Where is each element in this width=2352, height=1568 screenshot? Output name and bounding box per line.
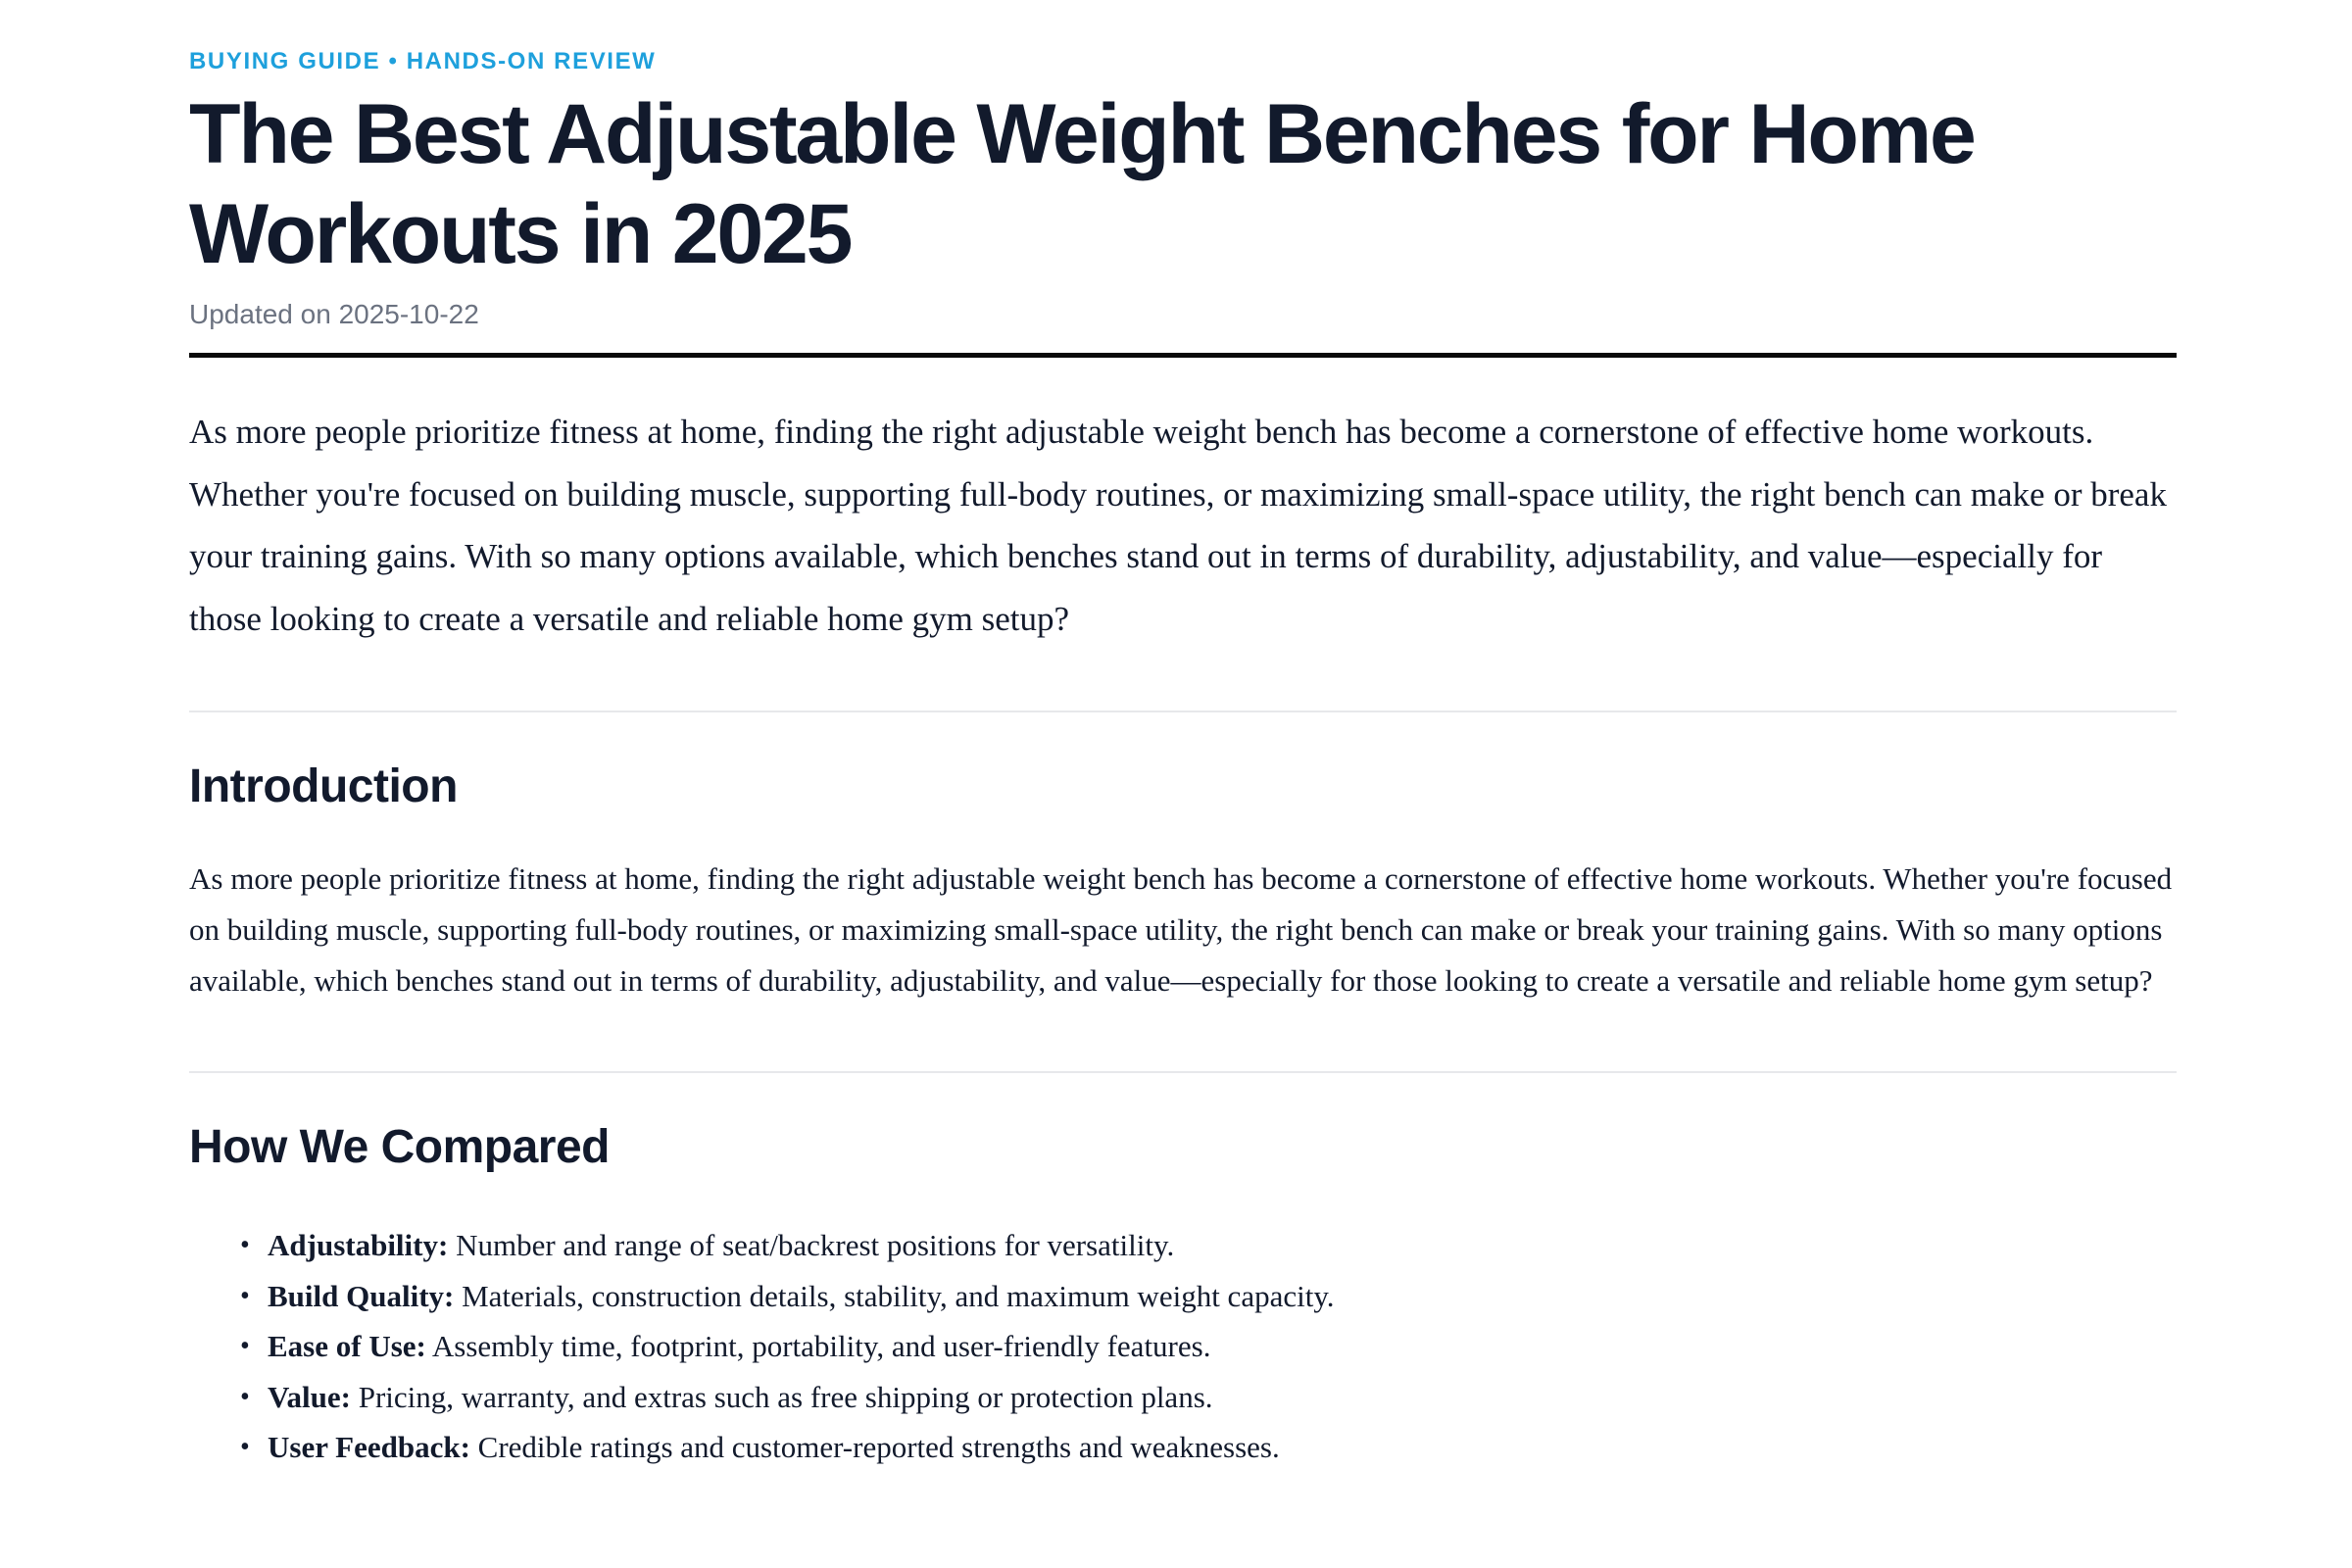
updated-date: Updated on 2025-10-22	[189, 299, 479, 329]
section-divider	[189, 1071, 2177, 1073]
criteria-description: Credible ratings and customer-reported strengths and weaknesses.	[469, 1430, 1280, 1464]
article	[189, 0, 2177, 1473]
list-item	[240, 1271, 2177, 1322]
section-divider	[189, 710, 2177, 712]
header-divider	[189, 353, 2177, 358]
list-item	[240, 1220, 2177, 1271]
lede-paragraph: As more people prioritize fitness at home, finding the right adjustable weight bench has become a cornerstone of effective home workouts. Whether you're focused on building muscle, supporting full-body routines, or maximizing small-space utility, the right bench can make or break your training gains. With so many options available, which benches stand out in terms of durability, adjustability, and value—especially for those looking to create a versatile and reliable home gym setup?	[189, 413, 2167, 638]
list-item	[240, 1372, 2177, 1423]
bullet-icon: •	[240, 1381, 250, 1412]
criteria-description: Materials, construction details, stability, and maximum weight capacity.	[454, 1278, 1335, 1313]
article-kicker: BUYING GUIDE • HANDS-ON REVIEW	[189, 48, 657, 74]
criteria-list	[189, 1220, 2177, 1473]
criteria-description: Number and range of seat/backrest positions for versatility.	[448, 1228, 1175, 1262]
list-item	[240, 1422, 2177, 1473]
bullet-icon: •	[240, 1432, 250, 1462]
introduction-section	[189, 760, 2177, 1006]
criteria-term: Adjustability:	[268, 1228, 449, 1262]
criteria-term: Ease of Use:	[268, 1329, 426, 1363]
introduction-body: As more people prioritize fitness at home, finding the right adjustable weight bench has become a cornerstone of effective home workouts. Whether you're focused on building muscle, supporting full-body routines, or maximizing small-space utility, the right bench can make or break your training gains. With so many options available, which benches stand out in terms of durability, adjustability, and value—especially for those looking to create a versatile and reliable home gym setup?	[189, 861, 2173, 998]
bullet-icon: •	[240, 1230, 250, 1260]
criteria-description: Assembly time, footprint, portability, and user-friendly features.	[425, 1329, 1211, 1363]
list-item	[240, 1321, 2177, 1372]
article-header	[189, 49, 2177, 358]
introduction-heading: Introduction	[189, 760, 458, 812]
bullet-icon: •	[240, 1331, 250, 1361]
bullet-icon: •	[240, 1280, 250, 1311]
criteria-term: Value:	[268, 1379, 351, 1414]
comparison-heading: How We Compared	[189, 1121, 610, 1173]
criteria-description: Pricing, warranty, and extras such as free shipping or protection plans.	[350, 1379, 1213, 1414]
comparison-section	[189, 1120, 2177, 1473]
criteria-term: Build Quality:	[268, 1278, 455, 1313]
criteria-term: User Feedback:	[268, 1430, 470, 1464]
article-title: The Best Adjustable Weight Benches for Home Workouts in 2025	[189, 87, 1975, 281]
